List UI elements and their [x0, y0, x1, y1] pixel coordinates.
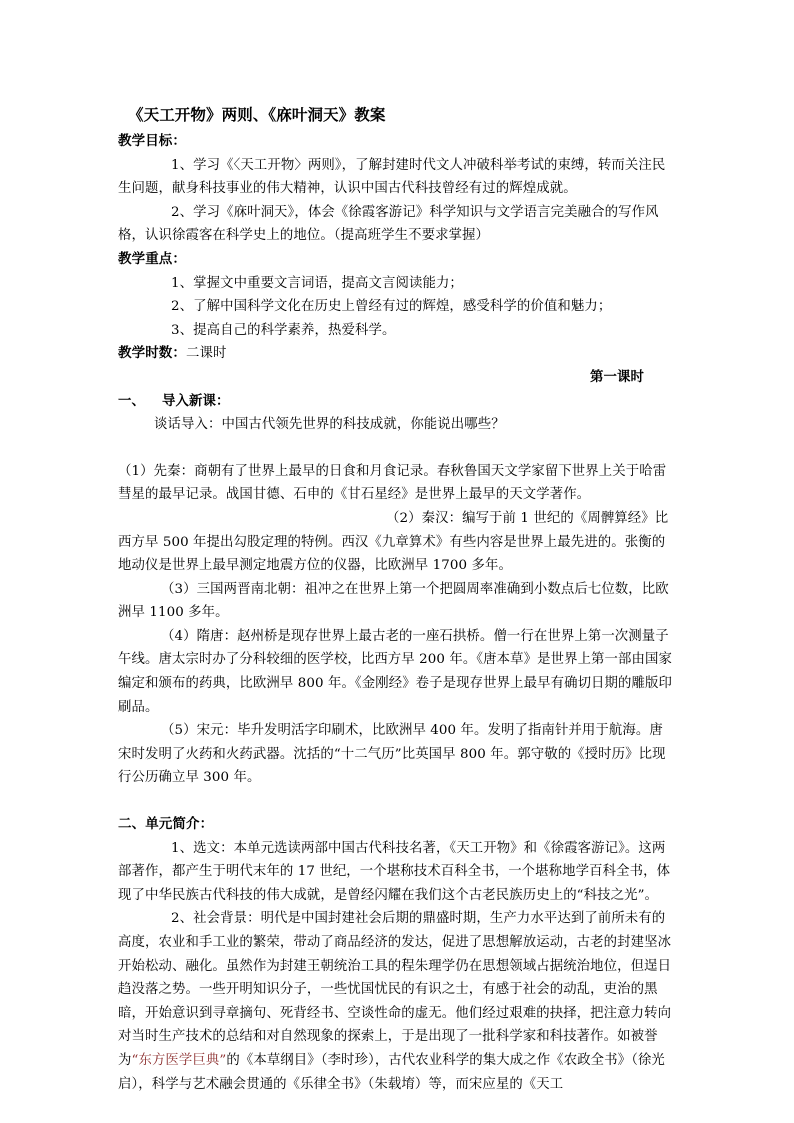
- section-heading: [118, 390, 674, 414]
- objectives-heading: 教学目标：: [118, 133, 186, 149]
- era-item: （2）秦汉：编写于前 1 世纪的《周髀算经》比西方早 500 年提出勾股定理的特例。西汉《九章算术》有些内容是世界上最先进的。张衡的地动仪是世界上最早测定地震方位的仪器，比欧洲早 1700 多年。: [118, 510, 669, 574]
- keypoint-item: 2、了解中国科学文化在历史上曾经有过的辉煌，感受科学的价值和魅力；: [171, 299, 612, 315]
- objective-item: 1、学习《〈天工开物〉两则》，了解封建时代文人冲破科举考试的束缚，转而关注民生问题，献身科技事业的伟大精神，认识中国古代科技曾经有过的辉煌成就。: [118, 157, 666, 197]
- intro-talk: 谈话导入：中国古代领先世界的科技成就，你能说出哪些？: [154, 417, 505, 433]
- era-item: （4）隋唐：赵州桥是现存世界上最古老的一座石拱桥。僧一行在世界上第一次测量子午线。唐太宗时办了分科较细的医学校，比西方早 200 年。《唐本草》是世界上第一部由国家编定和颁布的药典，比欧洲早 800 年。《金刚经》卷子是现存世界上最早有确切日期的雕版印刷品。: [118, 628, 673, 715]
- lesson-label: 第一课时: [590, 369, 644, 385]
- spacer: [118, 790, 674, 813]
- era-item: （3）三国两晋南北朝：祖冲之在世界上第一个把圆周率准确到小数点后七位数，比欧洲早 1100 多年。: [118, 581, 669, 621]
- section-number: 一、: [118, 393, 145, 409]
- section2-heading: 二、单元简介：: [118, 816, 214, 833]
- hours-value: 二课时: [186, 346, 227, 362]
- teaching-hours: [118, 342, 674, 366]
- page-title: 《天工开物》两则、《庥叶洞天》教案: [128, 106, 386, 124]
- objective-item: 2、学习《庥叶洞天》，体会《徐霞客游记》科学知识与文学语言完美融合的写作风格，认识徐霞客在科学史上的地位。（提高班学生不要求掌握）: [118, 204, 659, 244]
- keypoint-item: 1、掌握文中重要文言词语，提高文言阅读能力；: [171, 275, 463, 291]
- keypoints-heading: 教学重点：: [118, 250, 186, 267]
- unit-item: [118, 907, 674, 1096]
- era-item: （5）宋元：毕升发明活字印刷术，比欧洲早 400 年。发明了指南针并用于航海。唐宋时发明了火药和火药武器。沈括的“十二气历”比英国早 800 年。郭守敬的《授时历》比现行公历确立早 300 年。: [118, 723, 666, 786]
- unit-item: 1、选文：本单元选读两部中国古代科技名著，《天工开物》和《徐霞客游记》。这两部著作，都产生于明代末年的 17 世纪，一个堪称技术百科全书，一个堪称地学百科全书，体现了中华民族古代科技的伟大成就，是曾经闪耀在我们这个古老民族历史上的“科技之光”。: [118, 840, 671, 903]
- keypoint-item: 3、提高自己的科学素养，热爱科学。: [171, 322, 396, 338]
- spacer: [118, 437, 674, 460]
- section-title: 导入新课：: [162, 393, 230, 409]
- era-item: （1）先秦：商朝有了世界上最早的日食和月食记录。春秋鲁国天文学家留下世界上关于哈雷彗星的最早记录。战国甘德、石申的《甘石星经》是世界上最早的天文学著作。: [118, 463, 667, 503]
- unit-text: 的《本草纲目》（李时珍），古代农业科学的集大成之作《农政全书》（徐光启），科学与艺术融会贯通的《乐律全书》（朱载堉）等，而宋应星的《天工: [118, 1052, 665, 1092]
- unit-text: 2、社会背景：明代是中国封建社会后期的鼎盛时期，生产力水平达到了前所未有的高度，农业和手工业的繁荣，带动了商品经济的发达，促进了思想解放运动，古老的封建坚冰开始松动、融化。虽然作为封建王朝统治工具的程朱理学仍在思想领域占据统治地位，但逞日趋没落之势。一些开明知识分子，一些忧国忧民的有识之士，有感于社会的动乱，吏治的黑暗，开始意识到寻章摘句、死背经书、空谈性命的虚无。他们经过艰难的抉择，把注意力转向对当时生产技术的总结和对自然现象的探索上，于是出现了一批科学家和科技著作。如被誉为: [118, 911, 672, 1068]
- quoted-epithet: “东方医学巨典”: [131, 1052, 227, 1068]
- document-page: [118, 104, 674, 1096]
- hours-label: 教学时数：: [118, 345, 186, 362]
